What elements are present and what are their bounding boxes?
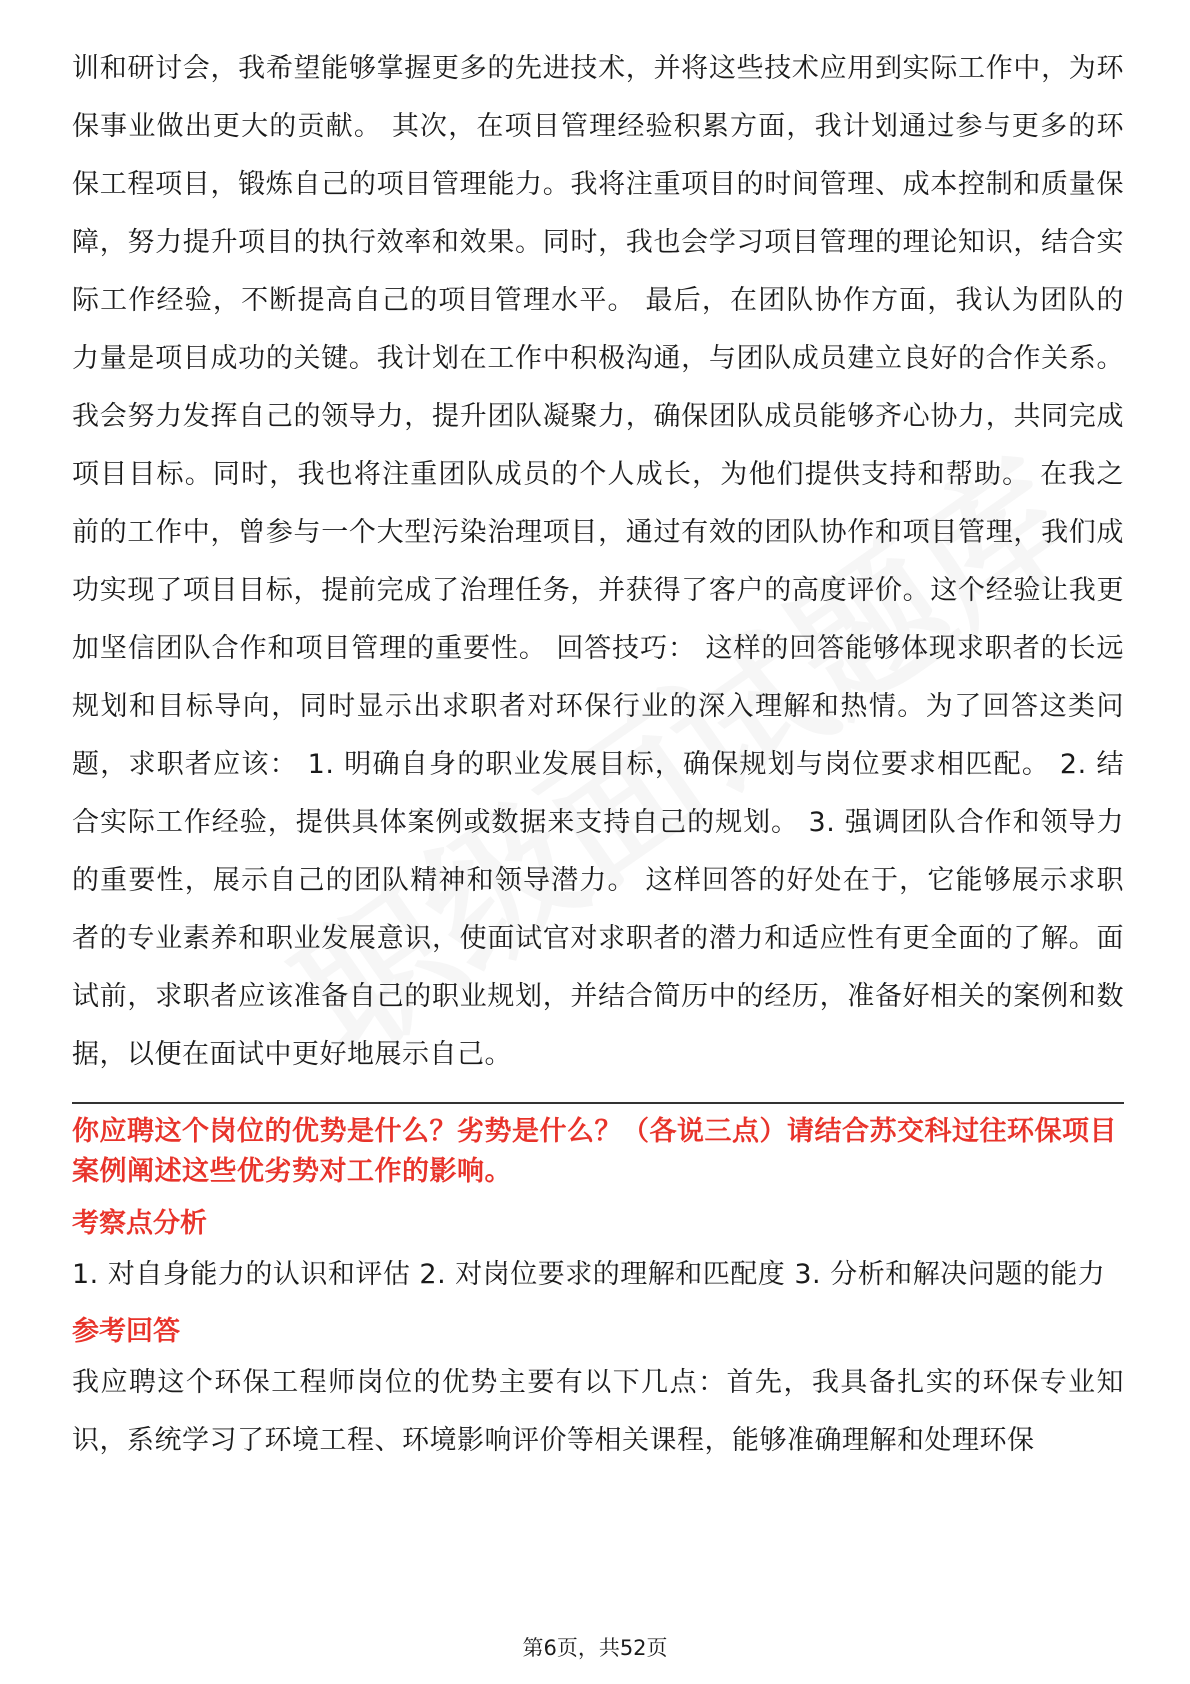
document-page xyxy=(72,40,1124,1470)
continuation-paragraph: 训和研讨会，我希望能够掌握更多的先进技术，并将这些技术应用到实际工作中，为环保事业做出更大的贡献。 其次，在项目管理经验积累方面，我计划通过参与更多的环保工程项目，锻炼自己的项目管理能力。我将注重项目的时间管理、成本控制和质量保障，努力提升项目的执行效率和效果。同时，我也会学习项目管理的理论知识，结合实际工作经验，不断提高自己的项目管理水平。 最后，在团队协作方面，我认为团队的力量是项目成功的关键。我计划在工作中积极沟通，与团队成员建立良好的合作关系。我会努力发挥自己的领导力，提升团队凝聚力，确保团队成员能够齐心协力，共同完成项目目标。同时，我也将注重团队成员的个人成长，为他们提供支持和帮助。 在我之前的工作中，曾参与一个大型污染治理项目，通过有效的团队协作和项目管理，我们成功实现了项目目标，提前完成了治理任务，并获得了客户的高度评价。这个经验让我更加坚信团队合作和项目管理的重要性。 回答技巧： 这样的回答能够体现求职者的长远规划和目标导向，同时显示出求职者对环保行业的深入理解和热情。为了回答这类问题，求职者应该： 1. 明确自身的职业发展目标，确保规划与岗位要求相匹配。 2. 结合实际工作经验，提供具体案例或数据来支持自己的规划。 3. 强调团队合作和领导力的重要性，展示自己的团队精神和领导潜力。 这样回答的好处在于，它能够展示求职者的专业素养和职业发展意识，使面试官对求职者的潜力和适应性有更全面的了解。面试前，求职者应该准备自己的职业规划，并结合简历中的经历，准备好相关的案例和数据，以便在面试中更好地展示自己。 xyxy=(72,53,1124,1070)
page-number: 第6页，共52页 xyxy=(522,1636,668,1660)
interview-question: 你应聘这个岗位的优势是什么？劣势是什么？（各说三点）请结合苏交科过往环保项目案例阐述这些优劣势对工作的影响。 xyxy=(72,1116,1117,1187)
section-divider xyxy=(72,1102,1124,1104)
reference-paragraph: 我应聘这个环保工程师岗位的优势主要有以下几点：首先，我具备扎实的环保专业知识，系统学习了环境工程、环境影响评价等相关课程，能够准确理解和处理环保 xyxy=(72,1367,1124,1456)
reference-heading: 参考回答 xyxy=(72,1316,180,1347)
analysis-paragraph: 1. 对自身能力的认识和评估 2. 对岗位要求的理解和匹配度 3. 分析和解决问题的能力 xyxy=(72,1259,1106,1290)
analysis-heading: 考察点分析 xyxy=(72,1208,207,1239)
